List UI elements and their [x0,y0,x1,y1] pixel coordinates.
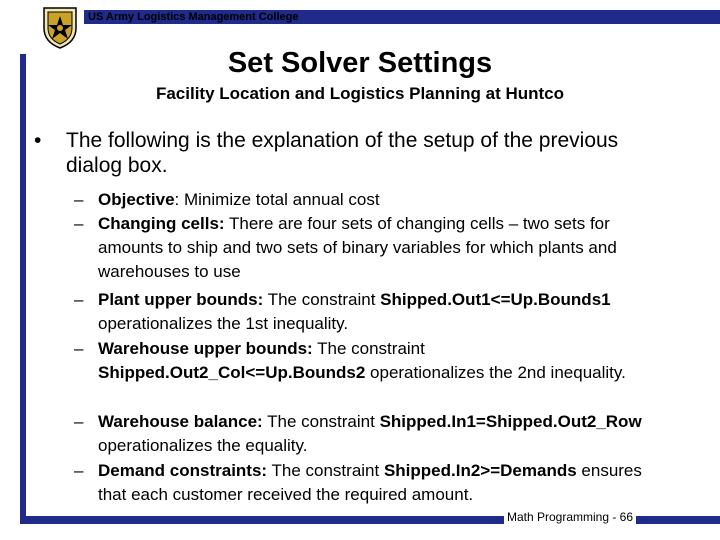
dash-mark: – [74,461,84,480]
item-code: Shipped.Out1<=Up.Bounds1 [380,290,611,309]
slide-footer: Math Programming - 66 [504,509,636,525]
item-label: Objective [98,190,175,209]
page-title: Set Solver Settings [227,47,493,79]
item-code: Shipped.In2>=Demands [383,461,577,480]
dash-mark: – [74,290,84,309]
item-text: The constraint [267,461,384,480]
bottom-border-right [640,516,720,524]
left-border [20,54,26,524]
item-label: Demand constraints: [98,461,268,480]
item-text: : Minimize total annual cost [174,190,380,209]
item-text: There are four sets of changing cells – two sets for amounts to ship and two sets of binary variables for which plants and warehouses to use [98,214,617,281]
dash-mark: – [74,190,84,209]
item-text: The constraint [262,412,380,431]
dash-mark: – [74,339,84,358]
dash-mark: – [74,412,84,431]
item-text-end: operationalizes the 1st inequality. [98,314,349,333]
org-name: US Army Logistics Management College [88,11,299,23]
item-label: Changing cells: [98,214,225,233]
bullet-mark: • [34,129,42,152]
item-label: Warehouse upper bounds: [98,339,313,358]
bullet-text: The following is the explanation of the setup of the previous dialog box. [66,129,619,177]
item-code: Shipped.Out2_Col<=Up.Bounds2 [98,363,366,382]
page-subtitle: Facility Location and Logistics Planning at Huntco [155,84,565,103]
crest-logo-icon [40,4,80,50]
item-text-end: operationalizes the equality. [98,436,308,455]
item-text-end: operationalizes the 2nd inequality. [365,363,626,382]
item-text-end: ensures that each customer received the required amount. [98,461,642,504]
item-text: The constraint [263,290,381,309]
item-code: Shipped.In1=Shipped.Out2_Row [379,412,642,431]
item-label: Warehouse balance: [98,412,263,431]
item-text: The constraint [312,339,425,358]
dash-mark: – [74,214,84,233]
item-label: Plant upper bounds: [98,290,264,309]
